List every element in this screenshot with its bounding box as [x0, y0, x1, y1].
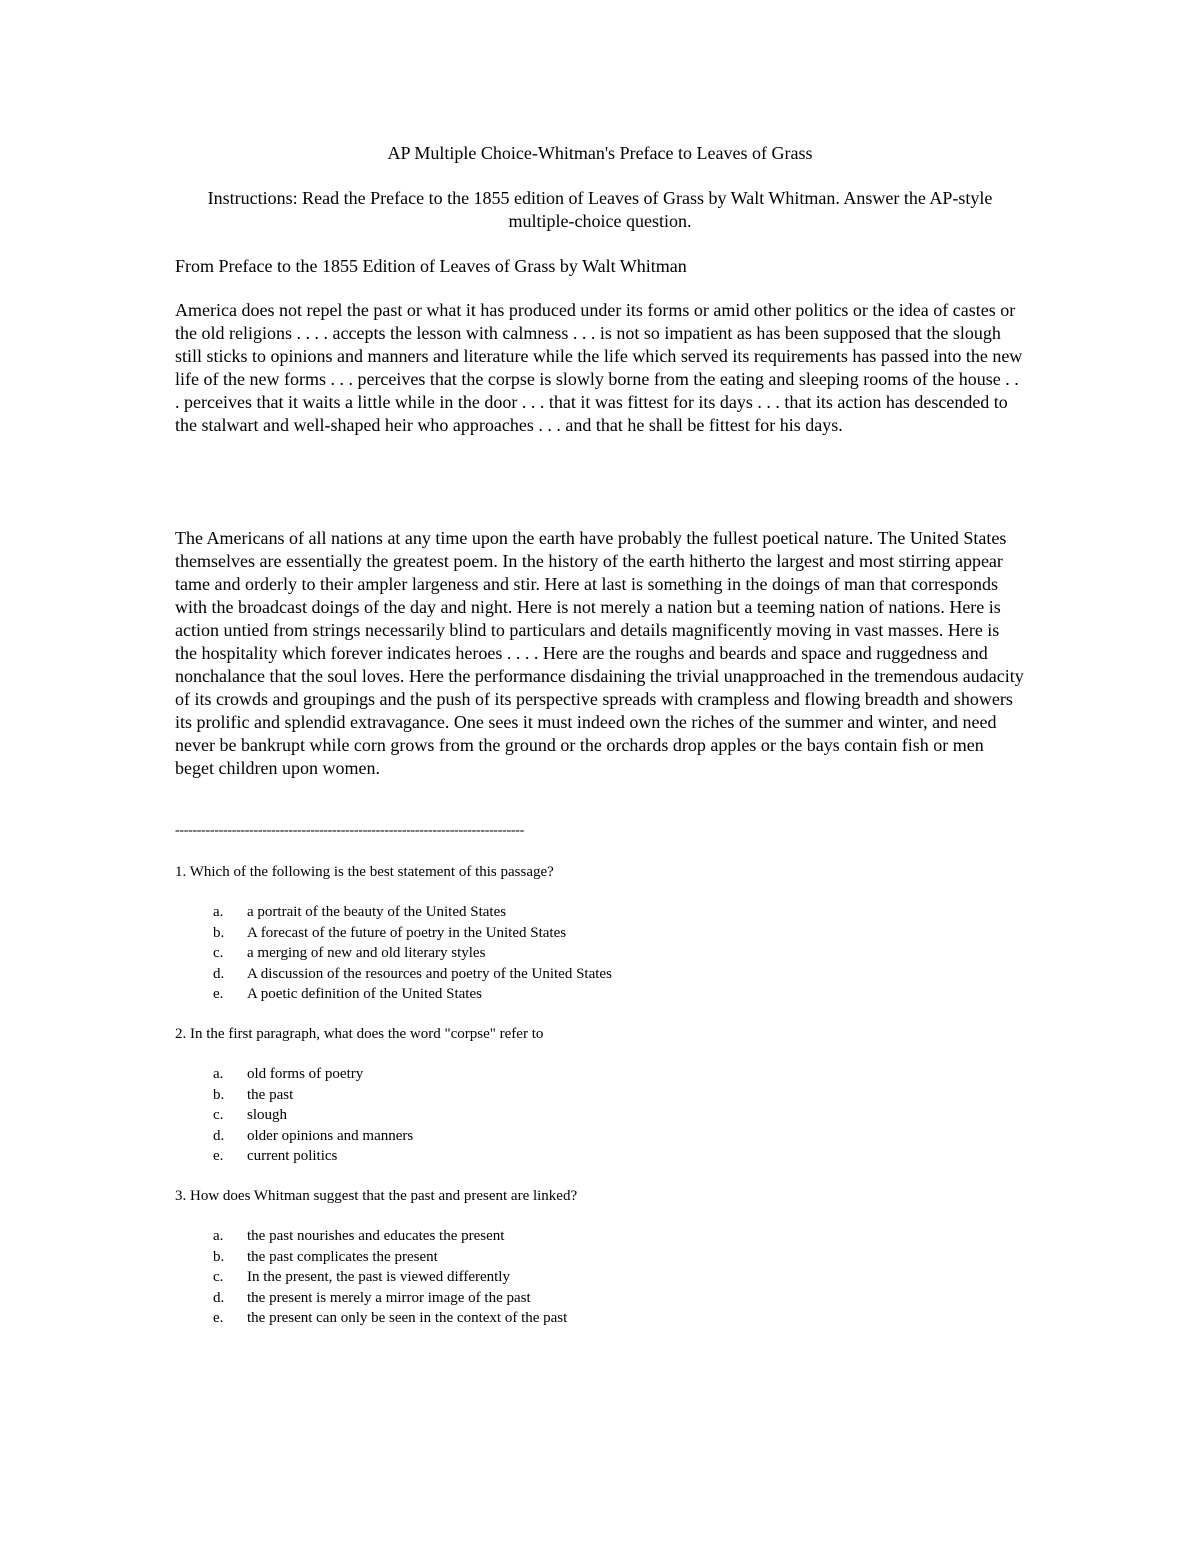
option-text: A forecast of the future of poetry in the United States: [247, 924, 567, 941]
option-text: old forms of poetry: [247, 1066, 364, 1082]
option-letter: d.: [213, 965, 225, 982]
option-text: slough: [247, 1107, 288, 1123]
option-letter: a.: [213, 1066, 224, 1082]
answer-option: [213, 1247, 1025, 1268]
question-text: 2. In the first paragraph, what does the word "corpse" refer to: [175, 1026, 544, 1042]
answer-option: [213, 1226, 1025, 1247]
passage-paragraph-1: America does not repel the past or what it has produced under its forms or amid other politics or the idea of castes or the old religions . . . . accepts the lesson with calmness . . . is not so impatient as has been supposed that the slough still sticks to opinions and manners and literature while the life which served its requirements has passed into the new life of the new forms . . . perceives that the corpse is slowly borne from the eating and sleeping rooms of the house . . . perceives that it waits a little while in the door . . . that it was fittest for its days . . . that its action has descended to the stalwart and well-shaped heir who approaches . . . and that he shall be fittest for his days.: [175, 300, 1023, 435]
option-letter: b.: [213, 924, 225, 941]
answer-option: [213, 1288, 1025, 1309]
option-letter: c.: [213, 1269, 224, 1285]
question-1: [175, 862, 1025, 1005]
option-letter: e.: [213, 1148, 224, 1164]
option-text: current politics: [247, 1148, 338, 1164]
answer-options: [213, 902, 1025, 1005]
option-letter: c.: [213, 1107, 224, 1123]
answer-option: [213, 923, 1025, 944]
option-text: the past complicates the present: [247, 1248, 438, 1265]
answer-option: [213, 1146, 1025, 1167]
option-text: a portrait of the beauty of the United States: [247, 904, 507, 920]
answer-options: [213, 1064, 1025, 1167]
option-letter: b.: [213, 1086, 225, 1103]
answer-option: [213, 943, 1025, 964]
question-text: 3. How does Whitman suggest that the past and present are linked?: [175, 1188, 578, 1204]
option-text: In the present, the past is viewed differently: [247, 1269, 510, 1285]
option-letter: c.: [213, 945, 224, 961]
answer-option: [213, 1267, 1025, 1288]
answer-option: [213, 1064, 1025, 1085]
option-letter: a.: [213, 1228, 224, 1244]
option-text: older opinions and manners: [247, 1127, 414, 1144]
option-text: A poetic definition of the United States: [247, 986, 482, 1002]
answer-option: [213, 1308, 1025, 1329]
question-3: [175, 1186, 1025, 1329]
passage-paragraph-2: The Americans of all nations at any time upon the earth have probably the fullest poetical nature. The United States themselves are essentially the greatest poem. In the history of the earth hitherto the largest and most stirring appear tame and orderly to their ampler largeness and stir. Here at last is something in the doings of man that corresponds with the broadcast doings of the day and night. Here is not merely a nation but a teeming nation of nations. Here is action untied from strings necessarily blind to particulars and details magnificently moving in vast masses. Here is the hospitality which forever indicates heroes . . . . Here are the roughs and beards and space and ruggedness and nonchalance that the soul loves. Here the performance disdaining the trivial unapproached in the tremendous audacity of its crowds and groupings and the push of its perspective spreads with crampless and flowing breadth and showers its prolific and splendid extravagance. One sees it must indeed own the riches of the summer and winter, and need never be bankrupt while corn grows from the ground or the orchards drop apples or the bays contain fish or men beget children upon women.: [175, 528, 1024, 778]
page-title: AP Multiple Choice-Whitman's Preface to Leaves of Grass: [387, 143, 813, 163]
option-text: the past nourishes and educates the present: [247, 1228, 505, 1244]
answer-option: [213, 1085, 1025, 1106]
source-citation: From Preface to the 1855 Edition of Leaves of Grass by Walt Whitman: [175, 256, 687, 276]
option-letter: e.: [213, 1310, 224, 1326]
answer-option: [213, 964, 1025, 985]
answer-option: [213, 902, 1025, 923]
answer-options: [213, 1226, 1025, 1329]
option-text: the present can only be seen in the context of the past: [247, 1310, 568, 1326]
option-letter: e.: [213, 986, 224, 1002]
option-text: the present is merely a mirror image of the past: [247, 1289, 531, 1306]
option-text: a merging of new and old literary styles: [247, 945, 486, 961]
question-2: [175, 1024, 1025, 1167]
option-letter: d.: [213, 1289, 225, 1306]
option-letter: d.: [213, 1127, 225, 1144]
option-letter: a.: [213, 904, 224, 920]
option-letter: b.: [213, 1248, 225, 1265]
answer-option: [213, 1126, 1025, 1147]
question-text: 1. Which of the following is the best statement of this passage?: [175, 864, 554, 880]
answer-option: [213, 984, 1025, 1005]
option-text: the past: [247, 1086, 294, 1103]
option-text: A discussion of the resources and poetry of the United States: [247, 965, 612, 982]
answer-option: [213, 1105, 1025, 1126]
instructions-text: Instructions: Read the Preface to the 1855 edition of Leaves of Grass by Walt Whitman. Answer the AP-style multiple-choice question.: [207, 188, 993, 231]
section-divider: --------------------------------------------------------------------------------: [175, 823, 524, 838]
